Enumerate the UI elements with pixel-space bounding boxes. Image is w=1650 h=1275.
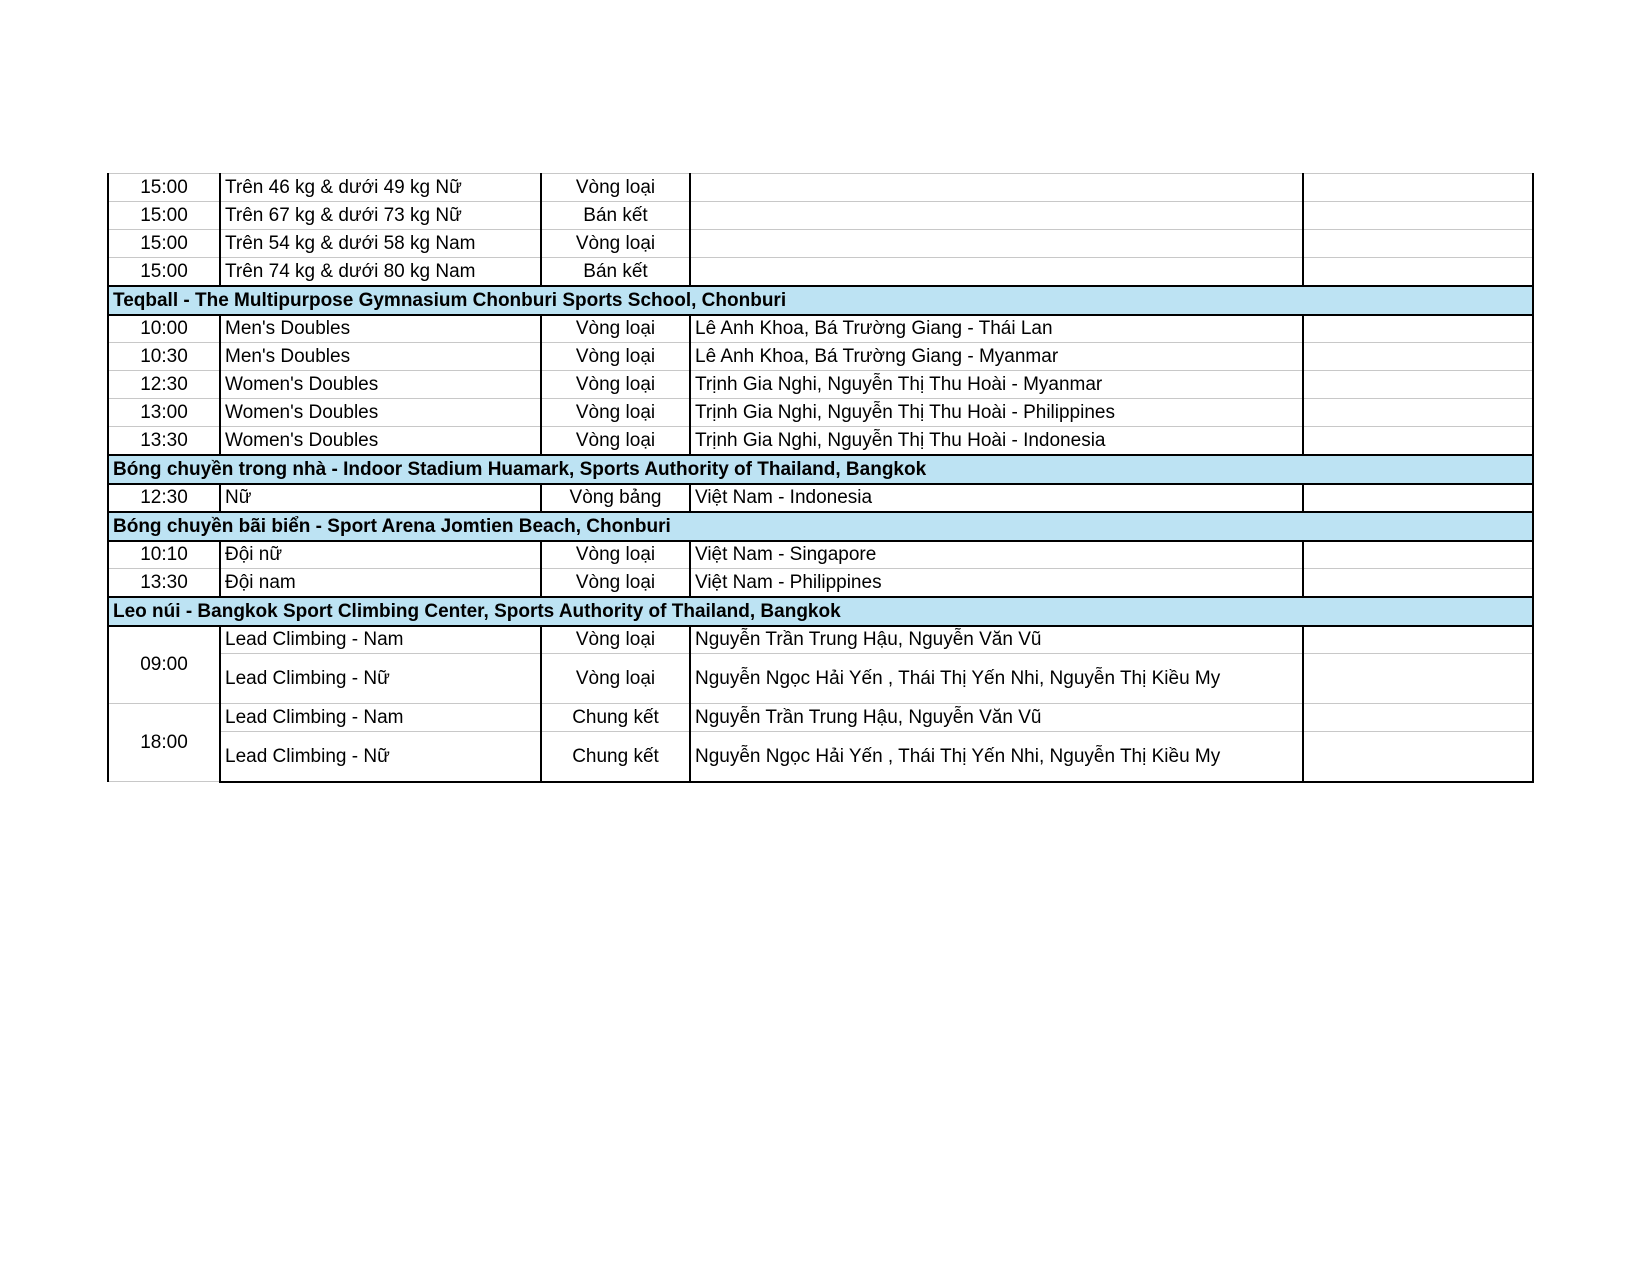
athletes-cell: Lê Anh Khoa, Bá Trường Giang - Myanmar <box>690 343 1303 371</box>
athletes-cell <box>690 258 1303 286</box>
athletes-cell <box>690 174 1303 202</box>
time-cell: 15:00 <box>108 174 220 202</box>
event-cell: Nữ <box>220 484 541 512</box>
event-cell: Trên 54 kg & dưới 58 kg Nam <box>220 230 541 258</box>
section-header-row <box>108 597 1533 626</box>
athletes-cell: Lê Anh Khoa, Bá Trường Giang - Thái Lan <box>690 315 1303 343</box>
event-cell: Lead Climbing - Nam <box>220 626 541 654</box>
time-cell: 10:30 <box>108 343 220 371</box>
time-cell: 12:30 <box>108 484 220 512</box>
round-cell: Vòng loại <box>541 230 690 258</box>
note-cell <box>1303 202 1533 230</box>
schedule-row <box>108 399 1533 427</box>
note-cell <box>1303 343 1533 371</box>
schedule-table-body <box>108 174 1533 782</box>
athletes-cell: Trịnh Gia Nghi, Nguyễn Thị Thu Hoài - Philippines <box>690 399 1303 427</box>
time-cell: 12:30 <box>108 371 220 399</box>
section-header-row <box>108 512 1533 541</box>
note-cell <box>1303 541 1533 569</box>
athletes-cell: Việt Nam - Indonesia <box>690 484 1303 512</box>
note-cell <box>1303 732 1533 782</box>
section-title: Bóng chuyền bãi biển - Sport Arena Jomtien Beach, Chonburi <box>108 512 1533 541</box>
athletes-cell <box>690 202 1303 230</box>
athletes-cell: Nguyễn Trần Trung Hậu, Nguyễn Văn Vũ <box>690 704 1303 732</box>
round-cell: Vòng loại <box>541 174 690 202</box>
schedule-table <box>107 173 1534 783</box>
event-cell: Trên 46 kg & dưới 49 kg Nữ <box>220 174 541 202</box>
athletes-cell <box>690 230 1303 258</box>
time-cell: 15:00 <box>108 230 220 258</box>
schedule-row <box>108 704 1533 732</box>
schedule-row <box>108 343 1533 371</box>
round-cell: Vòng loại <box>541 569 690 597</box>
section-header-row <box>108 286 1533 315</box>
time-cell: 15:00 <box>108 258 220 286</box>
schedule-row <box>108 371 1533 399</box>
event-cell: Women's Doubles <box>220 427 541 455</box>
note-cell <box>1303 484 1533 512</box>
schedule-row <box>108 174 1533 202</box>
section-title: Leo núi - Bangkok Sport Climbing Center, Sports Authority of Thailand, Bangkok <box>108 597 1533 626</box>
note-cell <box>1303 569 1533 597</box>
athletes-cell: Việt Nam - Philippines <box>690 569 1303 597</box>
athletes-cell: Việt Nam - Singapore <box>690 541 1303 569</box>
section-title: Teqball - The Multipurpose Gymnasium Chonburi Sports School, Chonburi <box>108 286 1533 315</box>
athletes-cell: Nguyễn Trần Trung Hậu, Nguyễn Văn Vũ <box>690 626 1303 654</box>
note-cell <box>1303 230 1533 258</box>
note-cell <box>1303 371 1533 399</box>
time-cell: 09:00 <box>108 626 220 704</box>
note-cell <box>1303 626 1533 654</box>
event-cell: Trên 74 kg & dưới 80 kg Nam <box>220 258 541 286</box>
round-cell: Vòng loại <box>541 343 690 371</box>
event-cell: Trên 67 kg & dưới 73 kg Nữ <box>220 202 541 230</box>
round-cell: Chung kết <box>541 704 690 732</box>
section-title: Bóng chuyền trong nhà - Indoor Stadium Huamark, Sports Authority of Thailand, Bangkok <box>108 455 1533 484</box>
time-cell: 18:00 <box>108 704 220 782</box>
athletes-cell: Nguyễn Ngọc Hải Yến , Thái Thị Yến Nhi, Nguyễn Thị Kiều My <box>690 732 1303 782</box>
round-cell: Vòng loại <box>541 541 690 569</box>
schedule-row <box>108 654 1533 704</box>
round-cell: Vòng loại <box>541 626 690 654</box>
round-cell: Vòng loại <box>541 399 690 427</box>
schedule-row <box>108 315 1533 343</box>
event-cell: Lead Climbing - Nữ <box>220 654 541 704</box>
section-header-row <box>108 455 1533 484</box>
athletes-cell: Nguyễn Ngọc Hải Yến , Thái Thị Yến Nhi, Nguyễn Thị Kiều My <box>690 654 1303 704</box>
note-cell <box>1303 427 1533 455</box>
schedule-row <box>108 732 1533 782</box>
schedule-row <box>108 569 1533 597</box>
event-cell: Women's Doubles <box>220 399 541 427</box>
note-cell <box>1303 315 1533 343</box>
schedule-row <box>108 484 1533 512</box>
schedule-row <box>108 626 1533 654</box>
athletes-cell: Trịnh Gia Nghi, Nguyễn Thị Thu Hoài - Indonesia <box>690 427 1303 455</box>
schedule-row <box>108 230 1533 258</box>
time-cell: 13:30 <box>108 427 220 455</box>
round-cell: Bán kết <box>541 258 690 286</box>
round-cell: Chung kết <box>541 732 690 782</box>
event-cell: Lead Climbing - Nam <box>220 704 541 732</box>
note-cell <box>1303 174 1533 202</box>
note-cell <box>1303 654 1533 704</box>
round-cell: Vòng loại <box>541 654 690 704</box>
note-cell <box>1303 704 1533 732</box>
time-cell: 10:00 <box>108 315 220 343</box>
event-cell: Đội nam <box>220 569 541 597</box>
schedule-row <box>108 258 1533 286</box>
event-cell: Lead Climbing - Nữ <box>220 732 541 782</box>
time-cell: 15:00 <box>108 202 220 230</box>
event-cell: Women's Doubles <box>220 371 541 399</box>
round-cell: Vòng loại <box>541 427 690 455</box>
time-cell: 13:00 <box>108 399 220 427</box>
round-cell: Vòng loại <box>541 371 690 399</box>
event-cell: Men's Doubles <box>220 315 541 343</box>
event-cell: Đội nữ <box>220 541 541 569</box>
time-cell: 13:30 <box>108 569 220 597</box>
schedule-row <box>108 427 1533 455</box>
note-cell <box>1303 258 1533 286</box>
athletes-cell: Trịnh Gia Nghi, Nguyễn Thị Thu Hoài - Myanmar <box>690 371 1303 399</box>
schedule-row <box>108 541 1533 569</box>
round-cell: Vòng bảng <box>541 484 690 512</box>
time-cell: 10:10 <box>108 541 220 569</box>
note-cell <box>1303 399 1533 427</box>
event-cell: Men's Doubles <box>220 343 541 371</box>
round-cell: Bán kết <box>541 202 690 230</box>
round-cell: Vòng loại <box>541 315 690 343</box>
schedule-row <box>108 202 1533 230</box>
